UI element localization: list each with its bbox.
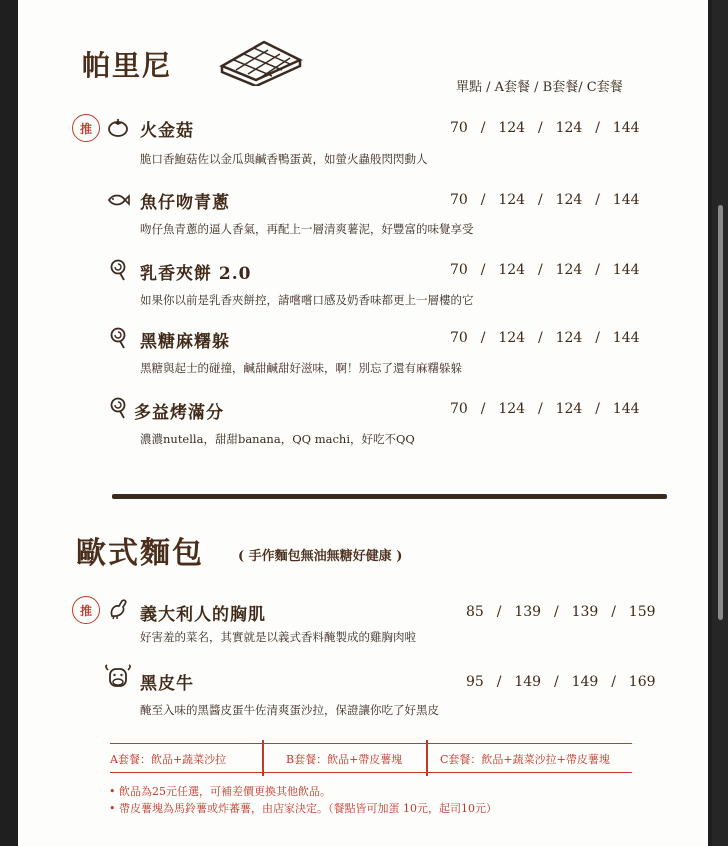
set-separator [262,740,264,776]
price-header: 單點 / A套餐 / B套餐/ C套餐 [456,80,623,95]
tomato-icon [106,115,130,139]
scrollbar-thumb[interactable] [718,205,723,620]
section-title-bread: 歐式麵包 [76,536,204,571]
menu-item-description: 黑糖與起士的碰撞，鹹甜鹹甜好滋味，啊！別忘了還有麻糬躲躲 [140,361,462,375]
footnote: • 飲品為25元任選，可補差價更換其他飲品。 [109,785,331,798]
menu-item-price: 70 / 124 / 124 / 144 [450,192,640,208]
menu-item-price: 85 / 139 / 139 / 159 [466,604,656,620]
menu-item-price: 95 / 149 / 149 / 169 [466,674,656,690]
cow-icon [104,664,132,690]
set-b-label: B套餐：飲品+帶皮薯塊 [286,753,403,766]
set-separator [426,740,428,776]
menu-item-description: 脆口香鮑菇佐以金瓜與鹹香鴨蛋黃，如螢火蟲般閃閃動人 [140,152,428,166]
menu-item-description: 如果你以前是乳香夾餅控，請嚐嚐口感及奶香味都更上一層樓的它 [140,293,474,307]
menu-item-price: 70 / 124 / 124 / 144 [450,262,640,278]
menu-item-name: 黑皮牛 [140,674,194,694]
menu-item-price: 70 / 124 / 124 / 144 [450,120,640,136]
lollipop-icon [106,326,130,350]
menu-item-name: 乳香夾餅 2.0 [140,264,252,284]
menu-item-price: 70 / 124 / 124 / 144 [450,330,640,346]
fish-icon [106,188,130,212]
sandwich-icon [216,36,306,86]
recommend-badge: 推 [72,596,100,624]
menu-item-name: 多益烤滿分 [134,403,224,423]
section-title-panini: 帕里尼 [82,49,173,82]
set-menu-box [110,743,632,773]
chicken-icon [106,596,130,620]
section-subtitle: ( 手作麵包無油無糖好健康 ) [238,549,403,564]
menu-item-description: 好害羞的菜名，其實就是以義式香料醃製成的雞胸肉啦 [140,630,416,644]
lollipop-icon [106,258,130,282]
menu-item-description: 吻仔魚青蔥的逼人香氣，再配上一層清爽薯泥，好豐富的味覺享受 [140,222,474,236]
menu-item-name: 火金菇 [140,121,194,141]
menu-item-name: 魚仔吻青蔥 [140,193,230,213]
set-a-label: A套餐：飲品+蔬菜沙拉 [110,753,227,766]
menu-item-description: 醃至入味的黑醬皮蛋牛佐清爽蛋沙拉，保證讓你吃了好黑皮 [140,703,439,717]
set-c-label: C套餐：飲品+蔬菜沙拉+帶皮薯塊 [440,753,610,766]
menu-item-name: 黑糖麻糬躲 [140,332,230,352]
menu-item-description: 濃濃nutella，甜甜banana，QQ machi，好吃不QQ [140,432,415,446]
footnote: • 帶皮薯塊為馬鈴薯或炸蕃薯，由店家決定。（餐點皆可加蛋 10元，起司10元） [109,802,497,815]
recommend-badge: 推 [72,114,100,142]
menu-item-name: 義大利人的胸肌 [140,605,266,625]
section-divider [112,494,667,499]
menu-item-price: 70 / 124 / 124 / 144 [450,401,640,417]
lollipop-icon [106,396,130,420]
